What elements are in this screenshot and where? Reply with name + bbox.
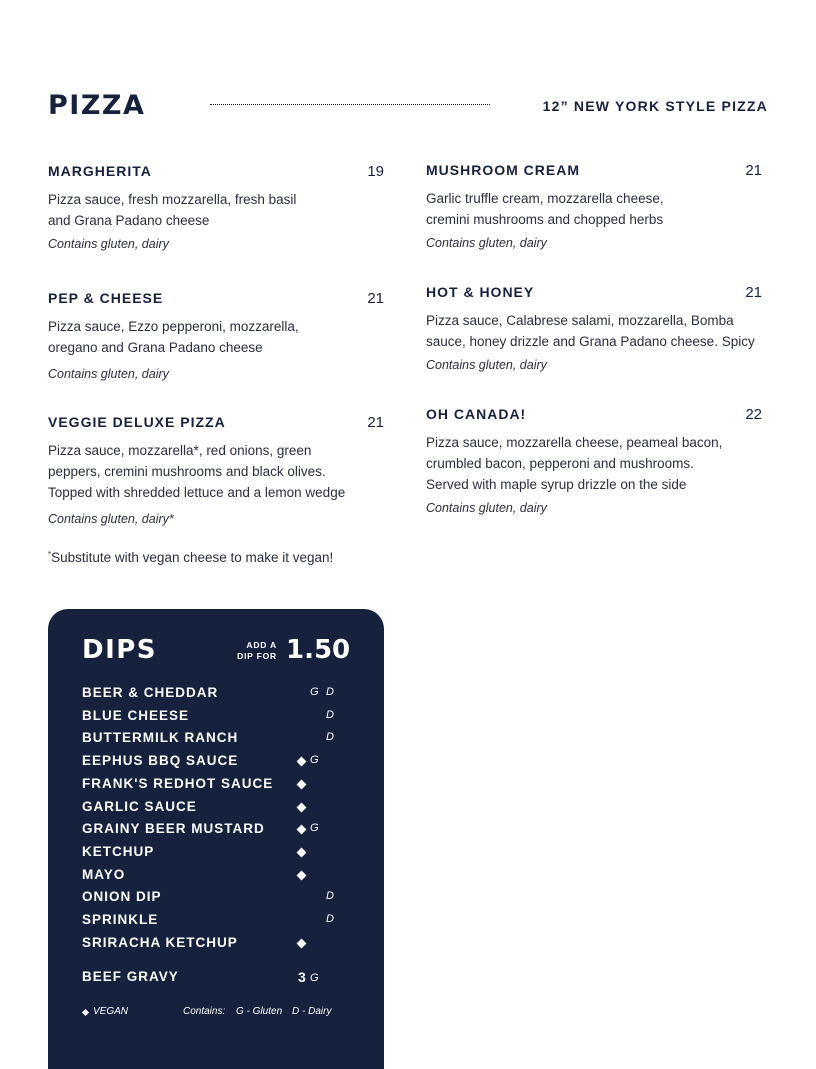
gluten-marker: G [310, 972, 319, 984]
footnote-text: Substitute with vegan cheese to make it vegan! [51, 550, 334, 565]
footnote-mark: * [48, 550, 52, 559]
dips-price-note: ADD A DIP FOR [237, 640, 277, 661]
legend-dairy: D - Dairy [292, 1006, 332, 1017]
page-subtitle: 12” NEW YORK STYLE PIZZA [542, 98, 768, 114]
dip-row [82, 912, 342, 932]
item-price: 19 [367, 163, 384, 180]
dip-price: 3 [298, 969, 306, 985]
dip-name: SRIRACHA KETCHUP [82, 934, 238, 950]
menu-item-veggie-deluxe [48, 414, 384, 526]
diamond-icon [297, 802, 307, 812]
dips-price: 1.50 [286, 635, 351, 665]
legend-gluten: G - Gluten [236, 1006, 283, 1017]
diamond-icon [82, 1009, 89, 1016]
item-description: Pizza sauce, mozzarella cheese, peameal bacon, crumbled bacon, pepperoni and mushrooms. Served with maple syrup drizzle on the side [426, 435, 723, 492]
dip-row [82, 708, 342, 728]
item-allergens: Contains gluten, dairy [426, 236, 547, 250]
dip-name: BUTTERMILK RANCH [82, 730, 239, 746]
item-description: Pizza sauce, fresh mozzarella, fresh basil and Grana Padano cheese [48, 192, 297, 228]
dip-row [82, 776, 342, 796]
dip-name: GRAINY BEER MUSTARD [82, 821, 265, 837]
item-name: OH CANADA! [426, 406, 527, 422]
diamond-icon [297, 870, 307, 880]
diamond-icon [297, 825, 307, 835]
item-name: MARGHERITA [48, 163, 152, 179]
dip-row [82, 844, 342, 864]
menu-item-hot-honey [426, 284, 762, 372]
dip-name: GARLIC SAUCE [82, 798, 197, 814]
dip-name: BLUE CHEESE [82, 707, 190, 723]
dip-name: BEEF GRAVY [82, 969, 179, 984]
legend-contains: Contains: [183, 1006, 226, 1017]
dip-name: KETCHUP [82, 843, 155, 859]
item-name: VEGGIE DELUXE PIZZA [48, 414, 226, 430]
item-description: Pizza sauce, Ezzo pepperoni, mozzarella, oregano and Grana Padano cheese [48, 319, 299, 355]
item-price: 21 [367, 290, 384, 307]
item-description: Pizza sauce, mozzarella*, red onions, green peppers, cremini mushrooms and black olives. Topped with shredded lettuce and a lemon wedge [48, 443, 346, 500]
item-allergens: Contains gluten, dairy [48, 367, 169, 381]
diamond-icon [297, 779, 307, 789]
item-price: 21 [367, 414, 384, 431]
menu-item-mushroom-cream [426, 162, 762, 250]
dip-name: ONION DIP [82, 889, 162, 905]
title-divider [210, 104, 490, 105]
vegan-footnote [48, 550, 333, 565]
menu-item-margherita [48, 163, 384, 251]
dip-name: SPRINKLE [82, 912, 159, 927]
gluten-marker: G [310, 822, 319, 835]
dip-row [82, 753, 342, 773]
dip-row [82, 730, 342, 750]
dairy-marker: D [326, 708, 334, 721]
gluten-marker: G [310, 754, 319, 767]
dip-row [82, 935, 342, 955]
dips-title: DIPS [82, 635, 158, 665]
dip-name: FRANK'S REDHOT SAUCE [82, 775, 274, 791]
menu-item-pep-cheese [48, 290, 384, 381]
item-allergens: Contains gluten, dairy [48, 237, 169, 251]
dairy-marker: D [326, 913, 334, 925]
dip-name: BEER & CHEDDAR [82, 685, 219, 700]
item-description: Garlic truffle cream, mozzarella cheese, cremini mushrooms and chopped herbs [426, 191, 664, 227]
item-allergens: Contains gluten, dairy [426, 358, 547, 372]
dip-name: MAYO [82, 866, 126, 882]
dip-row [82, 867, 342, 887]
dip-row [82, 685, 342, 705]
dip-row [82, 889, 342, 909]
dairy-marker: D [326, 686, 334, 698]
dairy-marker: D [326, 731, 334, 744]
dip-name: EEPHUS BBQ SAUCE [82, 753, 239, 769]
legend-vegan: VEGAN [93, 1006, 129, 1017]
diamond-icon [297, 938, 307, 948]
dip-row [82, 799, 342, 819]
dips-panel [48, 609, 384, 1069]
item-price: 21 [745, 284, 762, 301]
dairy-marker: D [326, 890, 334, 903]
page-title: PIZZA [48, 90, 146, 121]
item-price: 21 [745, 162, 762, 179]
item-allergens: Contains gluten, dairy [426, 501, 547, 515]
item-price: 22 [745, 406, 762, 423]
item-allergens: Contains gluten, dairy* [48, 512, 174, 526]
diamond-icon [297, 757, 307, 767]
item-description: Pizza sauce, Calabrese salami, mozzarella, Bomba sauce, honey drizzle and Grana Padano cheese. Spicy [426, 313, 755, 349]
dip-row [82, 821, 342, 841]
diamond-icon [297, 847, 307, 857]
gluten-marker: G [310, 686, 319, 698]
dip-row-beef-gravy [82, 969, 342, 989]
item-name: PEP & CHEESE [48, 290, 164, 306]
item-name: MUSHROOM CREAM [426, 162, 580, 178]
menu-item-oh-canada [426, 406, 762, 515]
item-name: HOT & HONEY [426, 284, 535, 300]
